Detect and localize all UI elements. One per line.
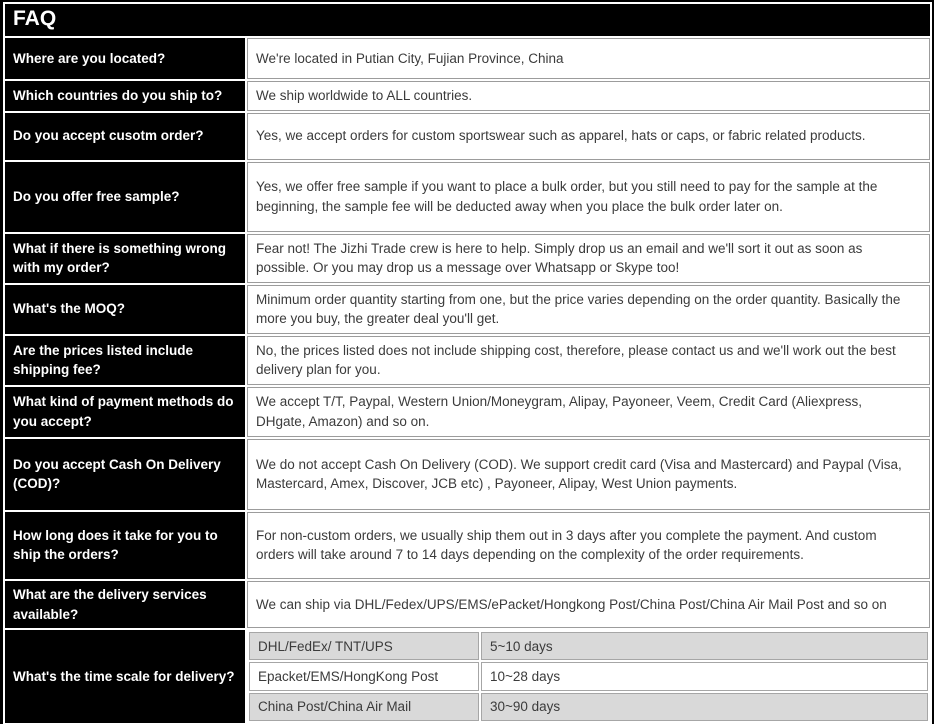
- faq-table: [3, 2, 932, 725]
- question-cell: What's the MOQ?: [5, 285, 245, 334]
- answer-cell: We do not accept Cash On Delivery (COD). We support credit card (Visa and Mastercard) and Paypal (Visa, Mastercard, Amex, Discover, JCB etc) , Payoneer, Alipay, West Union payments.: [247, 439, 930, 510]
- faq-row: [5, 581, 930, 628]
- answer-cell: We accept T/T, Paypal, Western Union/Moneygram, Alipay, Payoneer, Veem, Credit Card (Aliexpress, DHgate, Amazon) and so on.: [247, 387, 930, 437]
- question-cell: Which countries do you ship to?: [5, 81, 245, 111]
- answer-cell: We can ship via DHL/Fedex/UPS/EMS/ePacket/Hongkong Post/China Post/China Air Mail Post and so on: [247, 581, 930, 628]
- faq-row: [5, 81, 930, 111]
- answer-cell: Minimum order quantity starting from one, but the price varies depending on the order quantity. Basically the more you buy, the greater deal you'll get.: [247, 285, 930, 334]
- question-cell: How long does it take for you to ship the orders?: [5, 512, 245, 579]
- faq-row: [5, 387, 930, 437]
- delivery-time-row: [249, 662, 928, 690]
- delivery-service: DHL/FedEx/ TNT/UPS: [249, 632, 479, 660]
- question-cell: Do you accept cusotm order?: [5, 113, 245, 160]
- answer-cell: For non-custom orders, we usually ship them out in 3 days after you complete the payment. And custom orders will take around 7 to 14 days depending on the complexity of the order requirements.: [247, 512, 930, 579]
- question-cell: What are the delivery services available?: [5, 581, 245, 628]
- answer-cell: We're located in Putian City, Fujian Province, China: [247, 38, 930, 79]
- faq-title: FAQ: [5, 4, 930, 36]
- delivery-times-cell: [247, 630, 930, 723]
- question-cell: What's the time scale for delivery?: [5, 630, 245, 723]
- question-cell: Are the prices listed include shipping fee?: [5, 336, 245, 385]
- faq-row: [5, 113, 930, 160]
- answer-cell: Yes, we offer free sample if you want to place a bulk order, but you still need to pay for the sample at the beginning, the sample fee will be deducted away when you place the bulk order later on.: [247, 162, 930, 232]
- question-cell: Where are you located?: [5, 38, 245, 79]
- delivery-times-table: [247, 630, 930, 723]
- delivery-duration: 10~28 days: [481, 662, 928, 690]
- question-cell: Do you offer free sample?: [5, 162, 245, 232]
- faq-row: [5, 285, 930, 334]
- delivery-time-row: [249, 632, 928, 660]
- answer-cell: No, the prices listed does not include shipping cost, therefore, please contact us and we'll work out the best delivery plan for you.: [247, 336, 930, 385]
- delivery-duration: 5~10 days: [481, 632, 928, 660]
- question-cell: Do you accept Cash On Delivery (COD)?: [5, 439, 245, 510]
- delivery-service: Epacket/EMS/HongKong Post: [249, 662, 479, 690]
- question-cell: What if there is something wrong with my order?: [5, 234, 245, 283]
- faq-row: [5, 38, 930, 79]
- faq-row: [5, 162, 930, 232]
- faq-row-delivery-times: [5, 630, 930, 723]
- answer-cell: Yes, we accept orders for custom sportswear such as apparel, hats or caps, or fabric related products.: [247, 113, 930, 160]
- answer-cell: Fear not! The Jizhi Trade crew is here to help. Simply drop us an email and we'll sort it out as soon as possible. Or you may drop us a message over Whatsapp or Skype too!: [247, 234, 930, 283]
- faq-row: [5, 336, 930, 385]
- delivery-duration: 30~90 days: [481, 693, 928, 721]
- question-cell: What kind of payment methods do you accept?: [5, 387, 245, 437]
- answer-cell: We ship worldwide to ALL countries.: [247, 81, 930, 111]
- faq-row: [5, 512, 930, 579]
- faq-row: [5, 439, 930, 510]
- faq-row: [5, 234, 930, 283]
- delivery-service: China Post/China Air Mail: [249, 693, 479, 721]
- delivery-time-row: [249, 693, 928, 721]
